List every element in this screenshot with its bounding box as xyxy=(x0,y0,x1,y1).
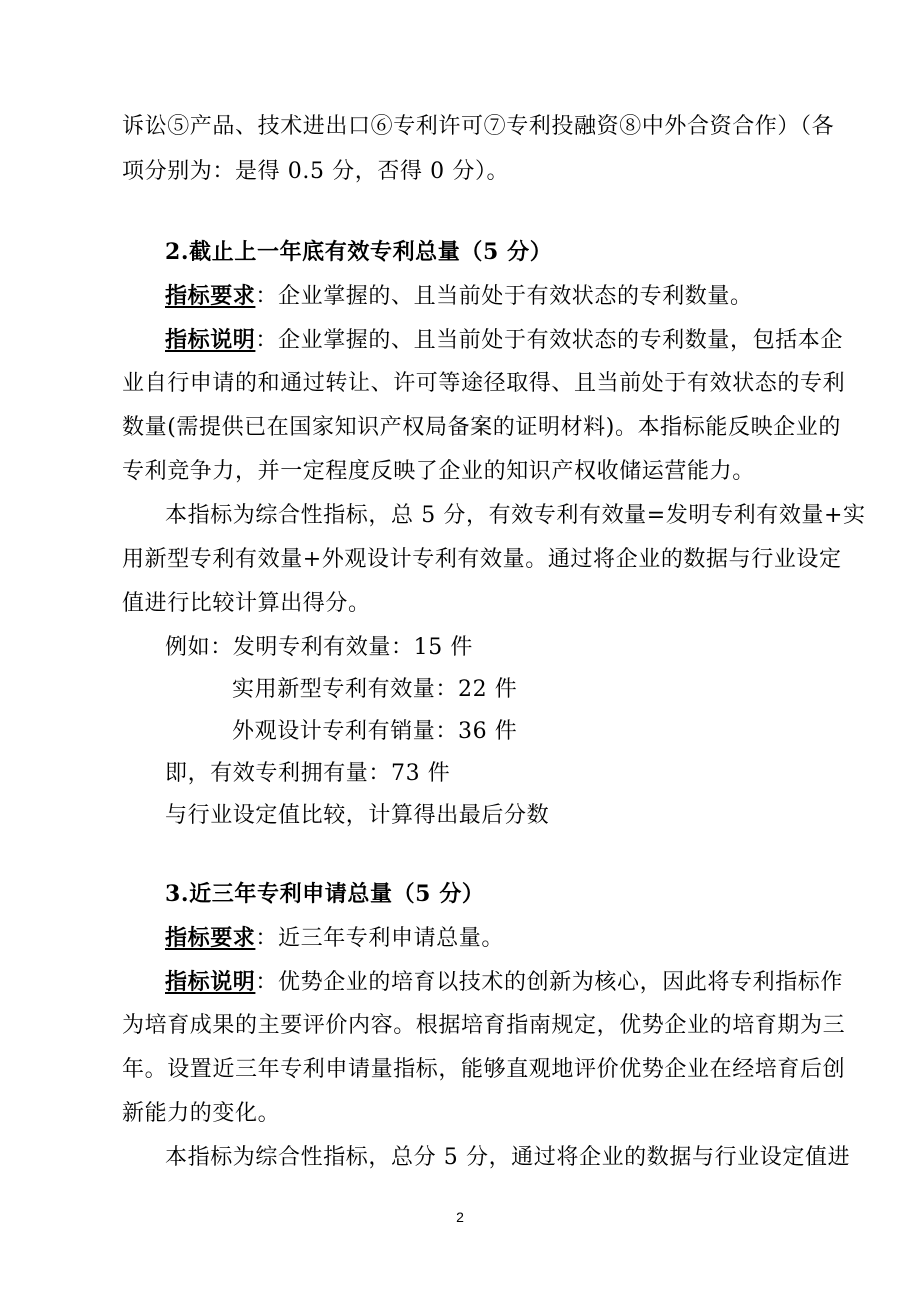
example-design-patents: 外观设计专利有销量：36 件 xyxy=(232,719,518,744)
section-3-heading: 3.近三年专利申请总量（5 分） xyxy=(165,881,485,907)
section-3-requirement xyxy=(165,924,504,953)
example-compare: 与行业设定值比较，计算得出最后分数 xyxy=(165,803,550,828)
requirement-text: ：近三年专利申请总量。 xyxy=(255,926,505,951)
intro-line-1: 诉讼⑤产品、技术进出口⑥专利许可⑦专利投融资⑧中外合资合作）（各 xyxy=(122,114,835,139)
section-2-explanation-line-2: 业自行申请的和通过转让、许可等途径取得、且当前处于有效状态的专利 xyxy=(122,371,846,396)
intro-line-2: 项分别为：是得 0.5 分，否得 0 分）。 xyxy=(122,159,510,184)
explanation-label: 指标说明 xyxy=(165,327,256,353)
requirement-label: 指标要求 xyxy=(165,925,256,951)
section-3-explanation-line-3: 年。设置近三年专利申请量指标，能够直观地评价优势企业在经培育后创 xyxy=(122,1057,846,1082)
example-total: 即，有效专利拥有量：73 件 xyxy=(165,761,451,786)
section-3-paragraph-line-1: 本指标为综合性指标，总分 5 分，通过将企业的数据与行业设定值进 xyxy=(165,1145,851,1170)
example-utility-patents: 实用新型专利有效量：22 件 xyxy=(232,677,518,702)
section-3-explanation-line-2: 为培育成果的主要评价内容。根据培育指南规定，优势企业的培育期为三 xyxy=(122,1013,846,1038)
explanation-label: 指标说明 xyxy=(165,969,256,995)
section-2-heading: 2.截止上一年底有效专利总量（5 分） xyxy=(165,239,553,265)
example-invention-patents: 例如：发明专利有效量：15 件 xyxy=(165,635,473,660)
section-3-explanation-line-1 xyxy=(165,968,843,997)
requirement-text: ：企业掌握的、且当前处于有效状态的专利数量。 xyxy=(255,284,753,309)
section-2-explanation-line-4: 专利竞争力，并一定程度反映了企业的知识产权收储运营能力。 xyxy=(122,459,755,484)
section-2-explanation-line-1 xyxy=(165,326,843,355)
explanation-text: ：优势企业的培育以技术的创新为核心，因此将专利指标作 xyxy=(255,970,844,995)
section-2-paragraph-line-2: 用新型专利有效量+外观设计专利有效量。通过将企业的数据与行业设定 xyxy=(122,547,842,572)
section-2-explanation-line-3: 数量(需提供已在国家知识产权局备案的证明材料)。本指标能反映企业的 xyxy=(122,415,841,440)
section-2-paragraph-line-3: 值进行比较计算出得分。 xyxy=(122,591,371,616)
explanation-text: ：企业掌握的、且当前处于有效状态的专利数量，包括本企 xyxy=(255,328,844,353)
requirement-label: 指标要求 xyxy=(165,283,256,309)
section-3-explanation-line-4: 新能力的变化。 xyxy=(122,1101,281,1126)
section-2-paragraph-line-1: 本指标为综合性指标，总 5 分，有效专利有效量=发明专利有效量+实 xyxy=(165,503,866,528)
page-number: 2 xyxy=(456,1209,464,1225)
section-2-requirement xyxy=(165,282,753,311)
